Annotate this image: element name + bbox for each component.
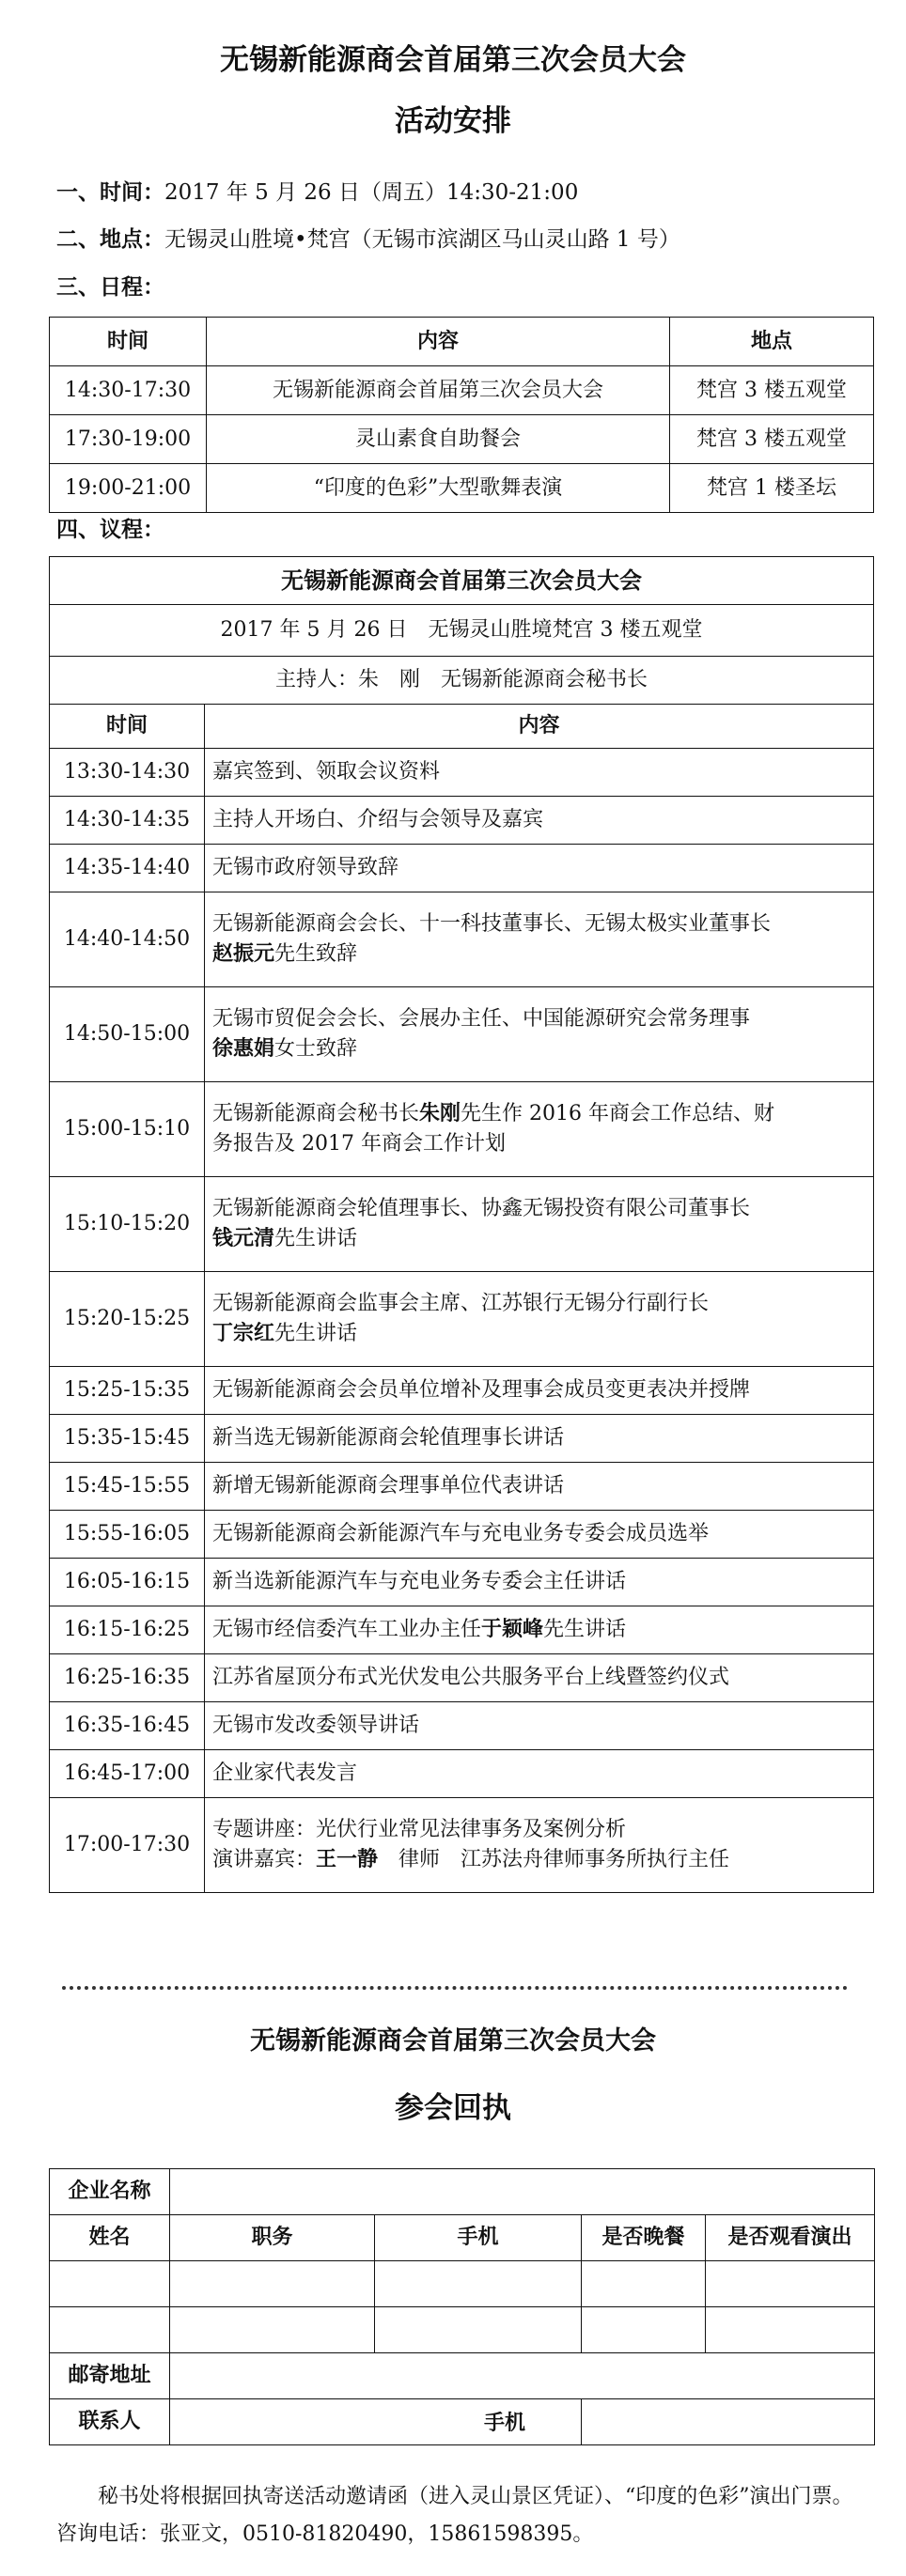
- agenda-row: [50, 1606, 874, 1654]
- agenda-row: [50, 1272, 874, 1367]
- agenda-content: 新增无锡新能源商会理事单位代表讲话: [205, 1463, 874, 1511]
- agenda-content: 专题讲座：光伏行业常见法律事务及案例分析 演讲嘉宾：王一静 律师 江苏法舟律师事务所执行主任: [205, 1798, 874, 1893]
- agenda-row: [50, 1750, 874, 1798]
- contact-phone-label: 手机: [483, 2412, 525, 2435]
- agenda-content: 江苏省屋顶分布式光伏发电公共服务平台上线暨签约仪式: [205, 1654, 874, 1702]
- time-line: [56, 175, 578, 206]
- name-field[interactable]: [50, 2307, 170, 2353]
- schedule-place: 梵宫 1 楼圣坛: [670, 464, 874, 513]
- agenda-time: 15:45-15:55: [50, 1463, 205, 1511]
- reply-entry-row: [50, 2307, 875, 2353]
- reply-header-name: 姓名: [50, 2215, 170, 2261]
- schedule-place: 梵宫 3 楼五观堂: [670, 415, 874, 464]
- agenda-content: 新当选无锡新能源商会轮值理事长讲话: [205, 1415, 874, 1463]
- agenda-time: 15:55-16:05: [50, 1511, 205, 1559]
- position-field[interactable]: [170, 2261, 375, 2307]
- agenda-content: 无锡市政府领导致辞: [205, 845, 874, 892]
- reply-header-position: 职务: [170, 2215, 375, 2261]
- agenda-header-content: 内容: [205, 705, 874, 749]
- phone-field[interactable]: [375, 2261, 582, 2307]
- agenda-title: 无锡新能源商会首届第三次会员大会: [50, 557, 874, 605]
- agenda-row: [50, 1654, 874, 1702]
- speaker-name: 于颖峰: [481, 1618, 544, 1642]
- agenda-header-row: [50, 705, 874, 749]
- schedule-row: [50, 464, 874, 513]
- schedule-time: 19:00-21:00: [50, 464, 207, 513]
- agenda-host: 主持人：朱 刚 无锡新能源商会秘书长: [50, 657, 874, 705]
- schedule-row: [50, 415, 874, 464]
- agenda-time: 16:25-16:35: [50, 1654, 205, 1702]
- agenda-content: 嘉宾签到、领取会议资料: [205, 749, 874, 797]
- agenda-content: 企业家代表发言: [205, 1750, 874, 1798]
- time-label: 一、时间：: [56, 180, 164, 205]
- dinner-field[interactable]: [582, 2261, 706, 2307]
- agenda-time: 13:30-14:30: [50, 749, 205, 797]
- place-value: 无锡灵山胜境•梵宫（无锡市滨湖区马山灵山路 1 号）: [164, 227, 680, 252]
- schedule-row: [50, 366, 874, 415]
- agenda-row: [50, 1511, 874, 1559]
- agenda-row: [50, 749, 874, 797]
- agenda-row: [50, 1177, 874, 1272]
- reply-form-table: [49, 2168, 875, 2445]
- place-line: [56, 222, 680, 253]
- agenda-row: [50, 845, 874, 892]
- schedule-place: 梵宫 3 楼五观堂: [670, 366, 874, 415]
- agenda-content: 无锡市经信委汽车工业办主任于颖峰先生讲话: [205, 1606, 874, 1654]
- schedule-heading: 三、日程：: [56, 275, 164, 300]
- schedule-time: 14:30-17:30: [50, 366, 207, 415]
- speaker-name: 徐惠娟: [212, 1037, 275, 1061]
- schedule-header-place: 地点: [670, 318, 874, 366]
- agenda-content: 主持人开场白、介绍与会领导及嘉宾: [205, 797, 874, 845]
- agenda-row: [50, 892, 874, 987]
- company-name-label: 企业名称: [50, 2169, 170, 2215]
- agenda-time: 14:35-14:40: [50, 845, 205, 892]
- reply-header-dinner: 是否晚餐: [582, 2215, 706, 2261]
- position-field[interactable]: [170, 2307, 375, 2353]
- agenda-content: 无锡新能源商会秘书长朱刚先生作 2016 年商会工作总结、财 务报告及 2017 年商会工作计划: [205, 1082, 874, 1177]
- company-name-field[interactable]: [170, 2169, 875, 2215]
- agenda-row: [50, 1082, 874, 1177]
- agenda-content: 无锡新能源商会会员单位增补及理事会成员变更表决并授牌: [205, 1367, 874, 1415]
- schedule-header-row: [50, 318, 874, 366]
- agenda-row: [50, 1415, 874, 1463]
- agenda-row: [50, 1702, 874, 1750]
- agenda-time: 15:10-15:20: [50, 1177, 205, 1272]
- place-label: 二、地点：: [56, 227, 164, 252]
- agenda-content: 无锡新能源商会新能源汽车与充电业务专委会成员选举: [205, 1511, 874, 1559]
- agenda-row: [50, 797, 874, 845]
- agenda-time: 14:40-14:50: [50, 892, 205, 987]
- agenda-time: 15:35-15:45: [50, 1415, 205, 1463]
- agenda-time: 16:05-16:15: [50, 1559, 205, 1606]
- speaker-name: 朱刚: [419, 1102, 461, 1126]
- contact-person-label: 联系人: [50, 2399, 170, 2445]
- agenda-header-time: 时间: [50, 705, 205, 749]
- agenda-content: 无锡新能源商会轮值理事长、协鑫无锡投资有限公司董事长 钱元清先生讲话: [205, 1177, 874, 1272]
- agenda-time: 14:50-15:00: [50, 987, 205, 1082]
- dinner-field[interactable]: [582, 2307, 706, 2353]
- reply-subtitle: 参会回执: [395, 2091, 511, 2125]
- schedule-header-content: 内容: [207, 318, 670, 366]
- cut-line-divider: [62, 1986, 848, 1990]
- agenda-content: 无锡市发改委领导讲话: [205, 1702, 874, 1750]
- reply-header-show: 是否观看演出: [706, 2215, 875, 2261]
- show-field[interactable]: [706, 2307, 875, 2353]
- agenda-row: [50, 1798, 874, 1893]
- agenda-time: 17:00-17:30: [50, 1798, 205, 1893]
- agenda-row: [50, 1463, 874, 1511]
- agenda-row: [50, 1559, 874, 1606]
- reply-entry-row: [50, 2261, 875, 2307]
- agenda-time: 16:35-16:45: [50, 1702, 205, 1750]
- speaker-name: 赵振元: [212, 942, 275, 966]
- agenda-table: [49, 556, 874, 1893]
- document-title: 无锡新能源商会首届第三次会员大会: [220, 43, 686, 77]
- speaker-name: 丁宗红: [212, 1322, 275, 1345]
- agenda-content: 无锡新能源商会监事会主席、江苏银行无锡分行副行长 丁宗红先生讲话: [205, 1272, 874, 1367]
- agenda-content: 新当选新能源汽车与充电业务专委会主任讲话: [205, 1559, 874, 1606]
- phone-field[interactable]: [375, 2307, 582, 2353]
- schedule-table: [49, 317, 874, 513]
- agenda-time: 16:15-16:25: [50, 1606, 205, 1654]
- document-subtitle: 活动安排: [395, 104, 511, 138]
- agenda-content: 无锡市贸促会会长、会展办主任、中国能源研究会常务理事 徐惠娟女士致辞: [205, 987, 874, 1082]
- time-value: 2017 年 5 月 26 日（周五）14:30-21:00: [164, 180, 579, 205]
- agenda-time: 15:25-15:35: [50, 1367, 205, 1415]
- agenda-row: [50, 1367, 874, 1415]
- show-field[interactable]: [706, 2261, 875, 2307]
- contact-person-field[interactable]: [170, 2399, 582, 2445]
- name-field[interactable]: [50, 2261, 170, 2307]
- contact-phone-field[interactable]: [582, 2399, 875, 2445]
- agenda-row: [50, 987, 874, 1082]
- agenda-content: 无锡新能源商会会长、十一科技董事长、无锡太极实业董事长 赵振元先生致辞: [205, 892, 874, 987]
- speaker-name: 王一静: [316, 1848, 379, 1871]
- footer-note: 秘书处将根据回执寄送活动邀请函（进入灵山景区凭证）、“印度的色彩”演出门票。咨询电话：张亚文，0510-81820490，15861598395。: [56, 2485, 853, 2546]
- mailing-address-field[interactable]: [170, 2353, 875, 2399]
- schedule-content: 无锡新能源商会首届第三次会员大会: [207, 366, 670, 415]
- schedule-header-time: 时间: [50, 318, 207, 366]
- agenda-time: 14:30-14:35: [50, 797, 205, 845]
- agenda-date-place: 2017 年 5 月 26 日 无锡灵山胜境梵宫 3 楼五观堂: [50, 605, 874, 657]
- reply-title: 无锡新能源商会首届第三次会员大会: [250, 2026, 656, 2056]
- reply-header-phone: 手机: [375, 2215, 582, 2261]
- speaker-name: 钱元清: [212, 1227, 275, 1250]
- agenda-time: 16:45-17:00: [50, 1750, 205, 1798]
- agenda-time: 15:20-15:25: [50, 1272, 205, 1367]
- agenda-heading: 四、议程：: [56, 518, 164, 542]
- mailing-address-label: 邮寄地址: [50, 2353, 170, 2399]
- reply-header-row: [50, 2215, 875, 2261]
- schedule-content: “印度的色彩”大型歌舞表演: [207, 464, 670, 513]
- schedule-time: 17:30-19:00: [50, 415, 207, 464]
- agenda-time: 15:00-15:10: [50, 1082, 205, 1177]
- schedule-content: 灵山素食自助餐会: [207, 415, 670, 464]
